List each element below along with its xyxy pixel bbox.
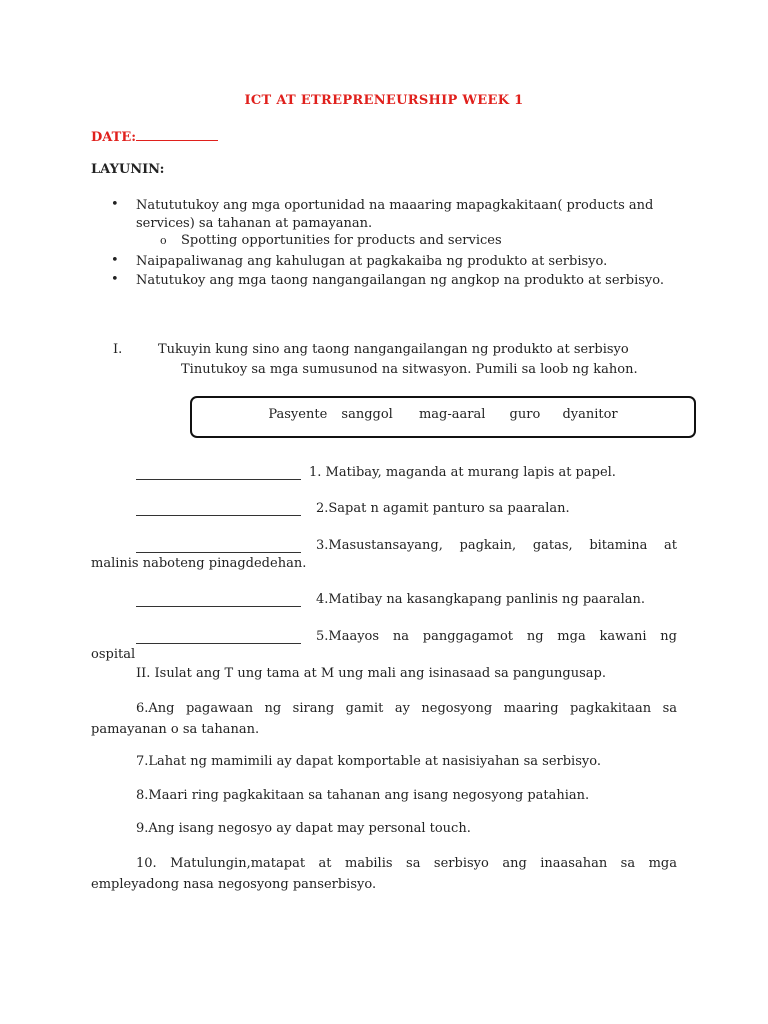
answer-blank[interactable] bbox=[136, 514, 301, 516]
choices-box bbox=[190, 396, 696, 438]
section1-number: I. bbox=[113, 342, 123, 357]
answer-blank[interactable] bbox=[136, 551, 301, 553]
question-item: 3.Masustansayang, pagkain, gatas, bitamina at bbox=[316, 538, 677, 553]
question-item-cont: ospital bbox=[91, 647, 136, 662]
sub-objective: Spotting opportunities for products and services bbox=[181, 233, 502, 248]
section1-instruction: Tukuyin kung sino ang taong nangangailangan ng produkto at serbisyo bbox=[158, 342, 629, 357]
section1-instruction-cont: Tinutukoy sa mga sumusunod na sitwasyon. Pumili sa loob ng kahon. bbox=[181, 362, 638, 377]
question-item: 5.Maayos na panggagamot ng mga kawani ng bbox=[316, 629, 677, 644]
answer-blank[interactable] bbox=[136, 605, 301, 607]
choice-item: dyanitor bbox=[562, 407, 618, 422]
bullet-icon: • bbox=[111, 253, 119, 268]
answer-blank[interactable] bbox=[136, 642, 301, 644]
objective-item: Naipapaliwanag ang kahulugan at pagkakaiba ng produkto at serbisyo. bbox=[136, 254, 608, 269]
objective-item: Natutukoy ang mga taong nangangailangan ng angkop na produkto at serbisyo. bbox=[136, 273, 664, 288]
choice-item: guro bbox=[509, 407, 541, 422]
section2-heading: II. Isulat ang T ung tama at M ung mali ang isinasaad sa pangungusap. bbox=[136, 666, 606, 681]
sub-bullet-icon: o bbox=[160, 234, 167, 247]
statement-item: 7.Lahat ng mamimili ay dapat komportable at nasisiyahan sa serbisyo. bbox=[136, 754, 601, 769]
choice-item: Pasyente bbox=[268, 407, 328, 422]
date-field bbox=[91, 128, 218, 145]
statement-item: 9.Ang isang negosyo ay dapat may personal touch. bbox=[136, 821, 471, 836]
statement-item: 6.Ang pagawaan ng sirang gamit ay negosyong maaring pagkakitaan sa pamayanan o sa tahanan. bbox=[91, 701, 677, 737]
question-item: 1. Matibay, maganda at murang lapis at papel. bbox=[309, 465, 616, 480]
question-item-cont: malinis naboteng pinagdedehan. bbox=[91, 556, 307, 571]
bullet-icon: • bbox=[111, 272, 119, 287]
statement-item: 10. Matulungin,matapat at mabilis sa serbisyo ang inaasahan sa mga empleyadong nasa negosyong panserbisyo. bbox=[91, 856, 677, 892]
statement-item: 8.Maari ring pagkakitaan sa tahanan ang isang negosyong patahian. bbox=[136, 788, 590, 803]
question-item: 2.Sapat n agamit panturo sa paaralan. bbox=[316, 501, 570, 516]
choice-item: mag-aaral bbox=[418, 407, 486, 422]
objective-item: Natututukoy ang mga oportunidad na maaaring mapagkakitaan( products and services) sa tahanan at pamayanan. bbox=[136, 198, 654, 231]
answer-blank[interactable] bbox=[136, 478, 301, 480]
bullet-icon: • bbox=[111, 197, 119, 212]
date-label: DATE: bbox=[91, 130, 137, 145]
question-item: 4.Matibay na kasangkapang panlinis ng paaralan. bbox=[316, 592, 646, 607]
choice-item: sanggol bbox=[341, 407, 393, 422]
worksheet-title: ICT AT ETREPRENEURSHIP WEEK 1 bbox=[244, 93, 524, 108]
choices-list bbox=[192, 407, 694, 422]
objectives-heading: LAYUNIN: bbox=[91, 162, 165, 177]
date-blank bbox=[136, 128, 218, 141]
